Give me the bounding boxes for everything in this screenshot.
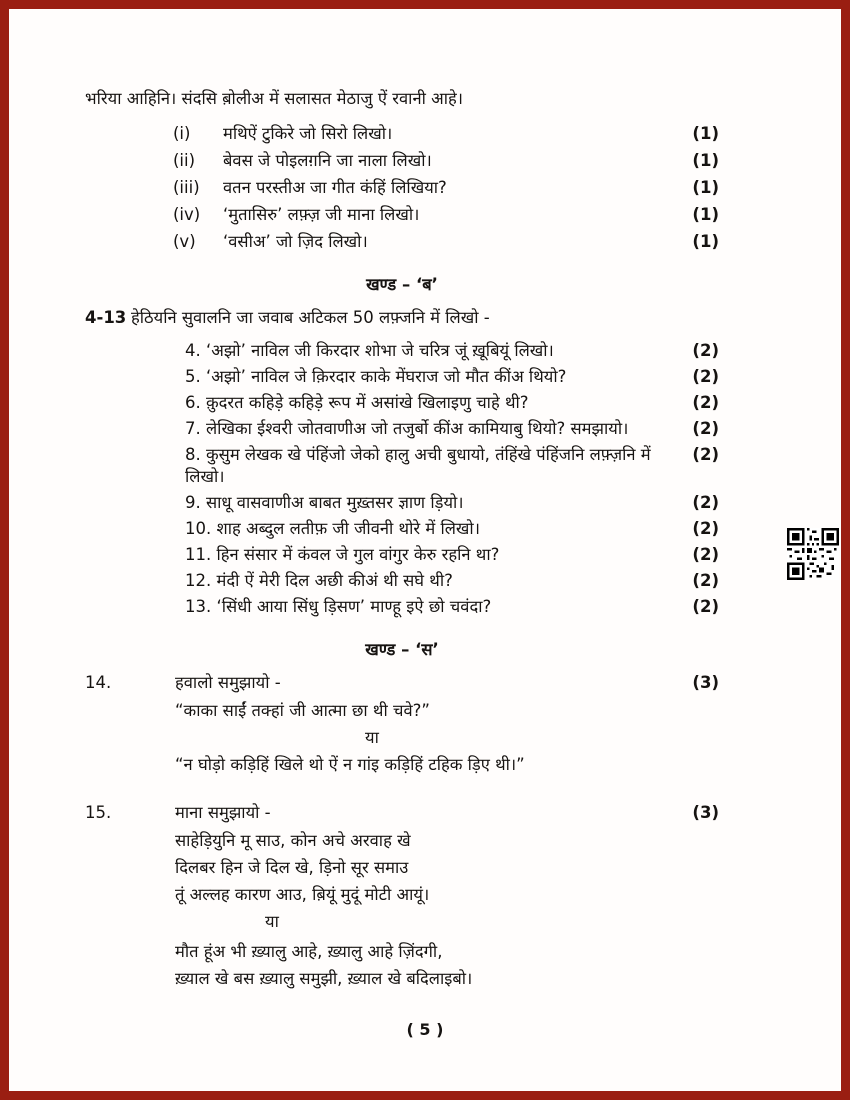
question-row bbox=[85, 672, 719, 694]
question-number: 14. bbox=[85, 673, 112, 692]
marks-value: (1) bbox=[692, 178, 719, 197]
subquestion-number: (v) bbox=[173, 232, 196, 251]
marks-value: (3) bbox=[692, 803, 719, 822]
question-row bbox=[85, 570, 719, 592]
poem-line: ख़्याल खे बस ख़्यालु समुझी, ख़्याल खे बदिलाइबो। bbox=[175, 969, 473, 988]
marks-value: (2) bbox=[692, 393, 719, 412]
marks-value: (2) bbox=[692, 519, 719, 538]
question-text: 5. ‘अझो’ नाविल जे क़िरदार काके मेंघराज जो मौत कींअ थियो? bbox=[185, 367, 567, 386]
subquestion-row bbox=[85, 123, 719, 145]
question-range: 4-13 bbox=[85, 308, 127, 327]
or-separator: या bbox=[365, 728, 379, 747]
marks-value: (1) bbox=[692, 124, 719, 143]
quote-line: “काका साईं तक्हां जी आत्मा छा थी चवे?” bbox=[175, 701, 430, 720]
quote-line: “न घोड़ो कड़िहिं खिले थो ऐं न गांइ कड़िहिं टहिक ड़िए थी।” bbox=[175, 755, 525, 774]
question-text: माना समुझायो - bbox=[175, 803, 271, 822]
question-text: 12. मंदी ऐं मेरी दिल अछी कीअं थी सघे थी? bbox=[185, 571, 453, 590]
marks-value: (1) bbox=[692, 151, 719, 170]
section-b-heading: खण्ड – ‘ब’ bbox=[366, 275, 438, 294]
subquestion-number: (iv) bbox=[173, 205, 201, 224]
marks-value: (2) bbox=[692, 545, 719, 564]
page-number: ( 5 ) bbox=[406, 1020, 444, 1039]
intro-line: भरिया आहिनि। संदसि ब़ोलीअ में सलासत मेठाजु ऐं रवानी आहे। bbox=[85, 89, 463, 108]
marks-value: (2) bbox=[692, 367, 719, 386]
question-row bbox=[85, 340, 719, 362]
question-row bbox=[85, 518, 719, 540]
part-a-subquestion-list bbox=[85, 123, 719, 253]
question-row bbox=[85, 596, 719, 618]
subquestion-text: वतन परस्तीअ जा गीत कंहिं लिखिया? bbox=[223, 178, 447, 197]
poem-line: मौत हूंअ भी ख़्यालु आहे, ख़्यालु आहे ज़िंदगी, bbox=[175, 942, 443, 961]
marks-value: (1) bbox=[692, 205, 719, 224]
marks-value: (2) bbox=[692, 493, 719, 512]
marks-value: (2) bbox=[692, 445, 719, 464]
qr-code bbox=[787, 528, 839, 580]
question-text: 9. साधू वासवाणीअ बाबत मुख़्तसर ज्ञाण ड़ियो। bbox=[185, 493, 464, 512]
poem-line: दिलबर हिन जे दिल खे, ड़िनो सूर समाउ bbox=[175, 858, 409, 877]
subquestion-text: ‘वसीअ’ जो ज़िद लिखो। bbox=[223, 232, 368, 251]
marks-value: (3) bbox=[692, 673, 719, 692]
poem-line: तूं अल्लह कारण आउ, ब़ियूं मुदूं मोटी आयूं। bbox=[175, 885, 430, 904]
question-row bbox=[85, 392, 719, 414]
subquestion-text: मथिऐं टुकिरे जो सिरो लिखो। bbox=[223, 124, 393, 143]
subquestion-text: बेवस जे पोइलग़नि जा नाला लिखो। bbox=[223, 151, 432, 170]
marks-value: (1) bbox=[692, 232, 719, 251]
question-text: 8. कुसुम लेखक खे पंहिंजो जेको हालु अची बुधायो, तंहिंखे पंहिंजनि लफ़्ज़नि में लिखो। bbox=[185, 445, 651, 486]
question-text: 11. हिन संसार में कंवल जे गुल वांगुर केरु रहनि था? bbox=[185, 545, 500, 564]
subquestion-row bbox=[85, 150, 719, 172]
question-15-block bbox=[85, 802, 719, 990]
or-separator: या bbox=[265, 912, 279, 931]
question-row bbox=[85, 418, 719, 440]
question-text: हवालो समुझायो - bbox=[175, 673, 281, 692]
section-c-heading: खण्ड – ‘स’ bbox=[365, 640, 439, 659]
group-instruction: हेठियनि सुवालनि जा जवाब अटिकल 50 लफ़्जनि में लिखो - bbox=[131, 308, 490, 327]
subquestion-text: ‘मुतासिरु’ लफ़्ज़ जी माना लिखो। bbox=[223, 205, 420, 224]
question-row bbox=[85, 544, 719, 566]
marks-value: (2) bbox=[692, 341, 719, 360]
marks-value: (2) bbox=[692, 419, 719, 438]
question-text: 13. ‘सिंधी आया सिंधु ड़िसण’ माण्हू इऐ छो चवंदा? bbox=[185, 597, 492, 616]
question-14-block bbox=[85, 672, 719, 776]
subquestion-number: (iii) bbox=[173, 178, 200, 197]
question-row bbox=[85, 802, 719, 824]
question-text: 10. शाह अब्दुल लतीफ़ जी जीवनी थोरे में लिखो। bbox=[185, 519, 480, 538]
question-group-instruction-row bbox=[85, 307, 719, 329]
subquestion-row bbox=[85, 231, 719, 253]
question-text: 7. लेखिका ईश्वरी जोतवाणीअ जो तजुर्बो कींअ कामियाबु थियो? समझायो। bbox=[185, 419, 629, 438]
question-text: 4. ‘अझो’ नाविल जी किरदार शोभा जे चरित्र जूं ख़ूबियूं लिखो। bbox=[185, 341, 554, 360]
section-b-question-list bbox=[85, 340, 719, 618]
marks-value: (2) bbox=[692, 597, 719, 616]
qr-code-image bbox=[787, 528, 839, 580]
subquestion-row bbox=[85, 204, 719, 226]
question-text: 6. क़ुदरत कहिड़े कहिड़े रूप में असांखे खिलाइणु चाहे थी? bbox=[185, 393, 529, 412]
question-row bbox=[85, 366, 719, 388]
page-content bbox=[85, 88, 719, 995]
question-row bbox=[85, 492, 719, 514]
question-row bbox=[85, 444, 719, 488]
marks-value: (2) bbox=[692, 571, 719, 590]
question-number: 15. bbox=[85, 803, 112, 822]
subquestion-number: (i) bbox=[173, 124, 191, 143]
subquestion-row bbox=[85, 177, 719, 199]
subquestion-number: (ii) bbox=[173, 151, 196, 170]
poem-line: साहेड़ियुनि मू साउ, कोन अचे अरवाह खे bbox=[175, 831, 411, 850]
